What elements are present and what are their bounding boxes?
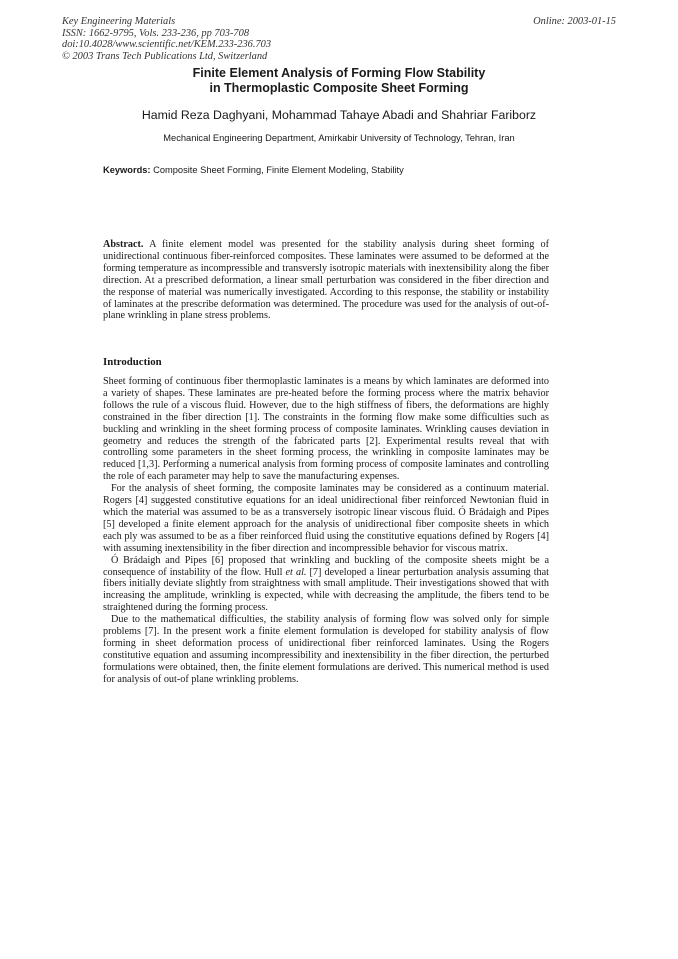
keywords-text: Composite Sheet Forming, Finite Element Modeling, Stability <box>153 165 404 175</box>
copyright-line: © 2003 Trans Tech Publications Ltd, Switzerland <box>62 50 268 62</box>
abstract <box>103 239 549 322</box>
paper-title <box>0 66 678 95</box>
issn-line: ISSN: 1662-9795, Vols. 233-236, pp 703-708 <box>62 27 250 39</box>
publication-info <box>62 16 271 62</box>
author-list: Hamid Reza Daghyani, Mohammad Tahaye Abadi and Shahriar Fariborz <box>141 108 537 122</box>
online-date: Online: 2003-01-15 <box>533 16 616 27</box>
paragraph <box>103 555 549 615</box>
keywords <box>103 165 404 175</box>
title-line-2: in Thermoplastic Composite Sheet Forming <box>209 80 469 95</box>
abstract-text: A finite element model was presented for the stability analysis during sheet forming of unidirectional continuous fiber-reinforced composites. These laminates were assumed to be deformed at the forming temperature as incompressible and transversly isotropic materials with inextensibility along the fiber direction. At a prescribed deformation, a linear small perturbation was considered in the fiber direction and the response of material was numerically investigated. According to this response, the stability or instability of laminates at the prescribe deformation was determined. The procedure was used for the analysis of out-of-plane wrinkling in plane stress problems. <box>103 239 549 322</box>
paragraph-text: Ó Brádaigh and Pipes [6] proposed that wrinkling and buckling of the composite sheets might be a consequence of instability of the flow. Hull <box>103 554 549 578</box>
journal-name: Key Engineering Materials <box>62 16 176 27</box>
title-line-1: Finite Element Analysis of Forming Flow Stability <box>192 66 486 80</box>
introduction-heading: Introduction <box>103 356 162 368</box>
abstract-label: Abstract. <box>103 239 144 250</box>
paragraph: Sheet forming of continuous fiber thermoplastic laminates is a means by which laminates are deformed into a variety of shapes. These laminates are pre-heated before the forming process where the matrix behavior follows the rule of a viscous fluid. However, due to the high stiffness of fibers, the deformations are highly constrained in the fiber direction [1]. The constraints in the forming flow make some difficulties such as buckling and wrinkling in the sheet forming process of composite laminates. Wrinkling causes deviation in geometry and reduces the strength of the fabricated parts [2]. Experimental results reveal that with controlling some parameters in the sheet forming process, the wrinkling in composite laminates may be reduced [1,3]. Performing a numerical analysis from forming process of composite laminates and controlling the role of each parameter may help to save the manufacturing expenses. <box>103 376 549 483</box>
affiliation: Mechanical Engineering Department, Amirkabir University of Technology, Tehran, Iran <box>163 133 515 143</box>
paragraph-text: [7] developed a linear perturbation analysis assuming that fibers initially deviate slightly from straightness with small amplitude. Their investigations showed that with increasing the amplitude, wrinkling is expected, while with decreasing the amplitude, the fibers tend to be straightened during the forming process. <box>103 566 550 614</box>
keywords-label: Keywords: <box>103 165 151 175</box>
doi-line: doi:10.4028/www.scientific.net/KEM.233-236.703 <box>62 39 272 51</box>
introduction-body <box>103 376 549 686</box>
paragraph: Due to the mathematical difficulties, the stability analysis of forming flow was solved only for simple problems [7]. In the present work a finite element formulation is developed for stability analysis of flow forming in sheet deformation process of unidirectional fiber reinforced laminates. Using the Rogers constitutive equation and assuming incompressibility and inextensibility in the fiber direction, the perturbed formulations were obtained, then, the finite element formulations are derived. This numerical method is used for analysis of out-of plane wrinkling problems. <box>103 614 549 685</box>
et-al-text: et al. <box>285 566 307 578</box>
paragraph: For the analysis of sheet forming, the composite laminates may be considered as a continuum material. Rogers [4] suggested constitutive equations for an ideal unidirectional fiber reinforced Newtonian fluid in which the material was assumed to be as a transversely isotropic linear viscous fluid. Ó Brádaigh and Pipes [5] developed a finite element approach for the analysis of unidirectional fiber composite sheets in which each ply was assumed to be as a fiber reinforced fluid using the constitutive equations defined by Rogers [4] with assuming inextensibility in the fiber direction and incompressible behavior for viscous matrix. <box>103 483 549 554</box>
